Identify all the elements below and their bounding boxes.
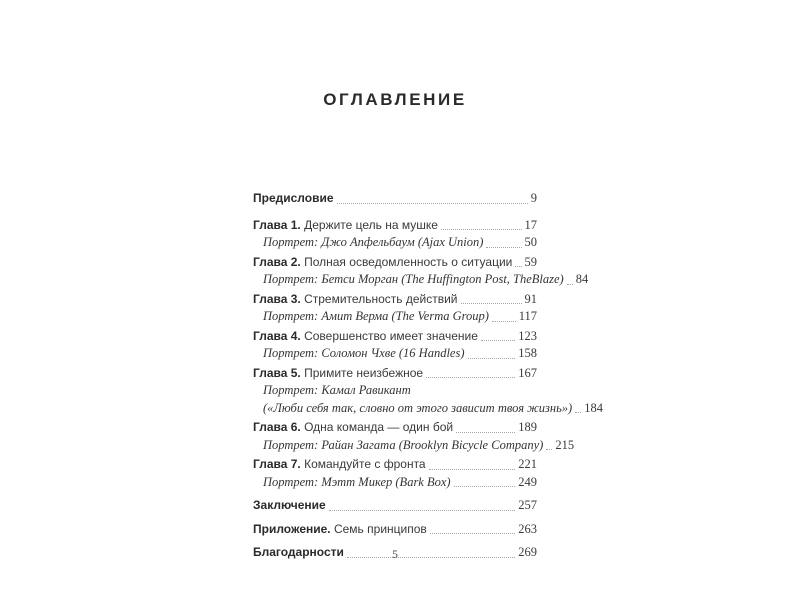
page-title: ОГЛАВЛЕНИЕ	[323, 90, 467, 109]
toc-portrait-entry	[253, 271, 589, 289]
dot-leader	[461, 303, 522, 304]
toc-page-number: 269	[518, 545, 537, 559]
portrait-line: Портрет: Джо Апфельбаум (Ajax Union)	[263, 235, 484, 249]
toc-page-number: 9	[530, 191, 537, 205]
toc-entry-text: Командуйте с фронта	[304, 457, 426, 471]
toc-entry-label	[253, 217, 438, 235]
toc-entry-text: Совершенство имеет значение	[304, 328, 478, 343]
toc-page-number: 84	[575, 272, 589, 286]
toc-group	[253, 365, 603, 418]
toc-entry-label	[253, 419, 453, 437]
toc-entry	[253, 190, 537, 208]
toc-entry-bold: Глава 7.	[253, 457, 301, 471]
toc-page-number: 189	[518, 420, 537, 434]
toc-page-number: 221	[518, 457, 537, 471]
toc-group	[253, 456, 537, 491]
toc-entry-label	[253, 497, 326, 515]
dot-leader	[575, 412, 581, 413]
toc-entry-label	[253, 254, 512, 272]
toc-page-number: 184	[584, 400, 603, 415]
toc-entry-bold: Глава 1.	[253, 217, 301, 232]
toc-page-number: 17	[524, 217, 537, 232]
toc-portrait-entry	[253, 345, 537, 363]
toc-page-number: 59	[524, 254, 537, 269]
toc-entry-bold: Глава 2.	[253, 254, 301, 269]
toc-list	[253, 190, 603, 562]
toc-entry	[253, 365, 537, 383]
toc-entry-label	[253, 456, 426, 474]
toc-portrait-entry	[253, 382, 537, 400]
toc-group	[253, 217, 537, 252]
toc-entry-text: Полная осведомленность о ситуации	[304, 254, 513, 269]
toc-entry	[253, 456, 537, 474]
toc-entry-bold: Глава 4.	[253, 328, 301, 343]
toc-entry	[253, 497, 537, 515]
dot-leader	[515, 266, 521, 267]
dot-leader	[456, 432, 515, 433]
portrait-line: Портрет: Соломон Чхве (16 Handles)	[263, 346, 465, 360]
portrait-line: Портрет: Камал Равикант	[263, 383, 411, 397]
toc-entry-label	[253, 365, 423, 383]
toc-group	[253, 497, 537, 515]
dot-leader	[337, 203, 528, 204]
toc-entry-bold: Заключение	[253, 498, 326, 512]
toc-entry-bold: Благодарности	[253, 545, 344, 559]
dot-leader	[546, 449, 552, 450]
dot-leader	[567, 284, 573, 285]
toc-page-number: 50	[524, 235, 537, 249]
dot-leader	[454, 486, 516, 487]
toc-page-number: 158	[518, 346, 537, 360]
toc-entry-text: Примите неизбежное	[304, 365, 424, 380]
toc-entry	[253, 521, 537, 539]
toc-entry-text: Держите цель на мушке	[304, 217, 438, 232]
toc-group	[253, 254, 589, 289]
dot-leader	[486, 247, 521, 248]
portrait-line: («Люби себя так, словно от этого зависит твоя жизнь»)	[263, 400, 573, 415]
portrait-line: Портрет: Мэтт Микер (Bark Box)	[263, 474, 451, 489]
toc-entry-bold: Глава 5.	[253, 365, 301, 380]
dot-leader	[429, 469, 516, 470]
toc-entry	[253, 217, 537, 235]
dot-leader	[441, 229, 522, 230]
portrait-line: Портрет: Амит Верма (The Verma Group)	[263, 309, 489, 323]
toc-group	[253, 521, 537, 539]
toc-entry-label	[253, 291, 458, 309]
toc-page-number: 123	[518, 328, 537, 343]
toc-portrait-entry	[253, 234, 537, 252]
toc-page-number: 91	[524, 291, 537, 306]
toc-group	[253, 328, 537, 363]
dot-leader	[468, 358, 516, 359]
toc-entry	[253, 291, 537, 309]
toc-entry	[253, 419, 537, 437]
toc-entry	[253, 254, 537, 272]
dot-leader	[329, 510, 516, 511]
toc-portrait-entry	[253, 400, 603, 418]
dot-leader	[481, 340, 515, 341]
toc-portrait-entry	[253, 437, 575, 455]
toc-entry-bold: Приложение.	[253, 521, 331, 536]
toc-entry-label	[253, 328, 478, 346]
toc-page-number: 263	[518, 521, 537, 536]
toc-entry-bold: Предисловие	[253, 191, 334, 205]
toc-entry-bold: Глава 3.	[253, 291, 301, 306]
dot-leader	[492, 321, 516, 322]
toc-portrait-entry	[253, 308, 537, 326]
toc-entry-label	[253, 190, 334, 208]
toc-page-number: 249	[518, 474, 537, 489]
toc-entry-label	[253, 521, 427, 539]
toc-entry-text: Семь принципов	[333, 521, 427, 536]
toc-entry-text: Одна команда — один бой	[304, 420, 454, 434]
footer-page-number: 5	[392, 549, 398, 561]
dot-leader	[430, 533, 515, 534]
toc-portrait-entry	[253, 474, 537, 492]
toc-page-number: 167	[518, 365, 537, 380]
toc-group	[253, 190, 537, 208]
toc-group	[253, 419, 575, 454]
portrait-line: Портрет: Бетси Морган (The Huffington Post, TheBlaze)	[263, 272, 564, 286]
dot-leader	[426, 377, 515, 378]
portrait-line: Портрет: Райан Загата (Brooklyn Bicycle Company)	[263, 437, 544, 452]
toc-group	[253, 291, 537, 326]
toc-entry-bold: Глава 6.	[253, 420, 301, 434]
toc-entry	[253, 328, 537, 346]
toc-entry-text: Стремительность действий	[304, 291, 458, 306]
toc-page-number: 257	[518, 498, 537, 512]
toc-page-number: 117	[518, 309, 537, 323]
toc-page-number: 215	[555, 437, 575, 452]
